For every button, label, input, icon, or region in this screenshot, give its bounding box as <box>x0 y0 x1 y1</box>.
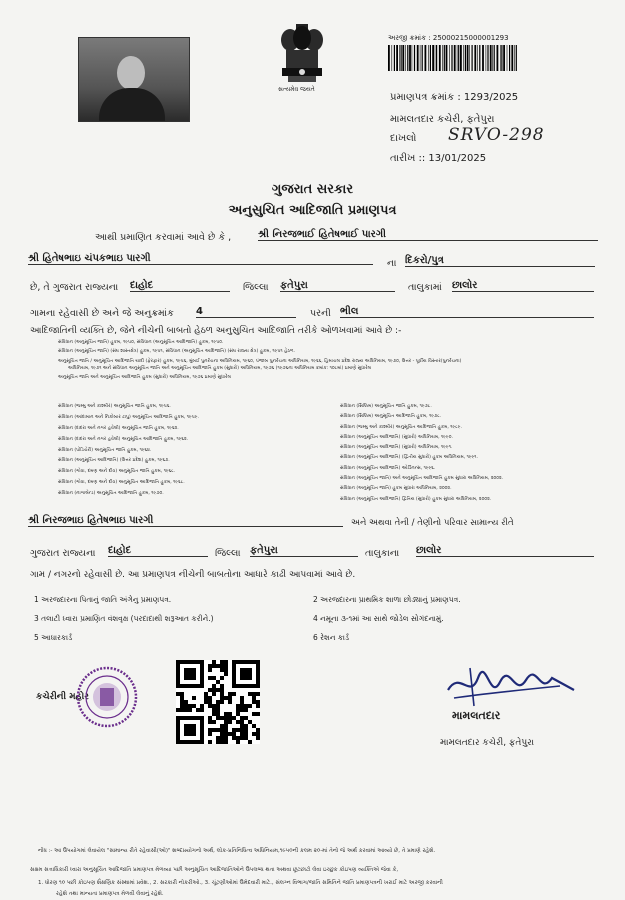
office-seal-stamp <box>76 666 138 728</box>
taluka-label: તાલુકામાં <box>408 282 442 293</box>
family-text: અને અથવા તેની / તેણીનો પરિવાર સામાન્ય રીતે <box>351 518 514 528</box>
document-item: 5 આધારકાર્ડ <box>34 633 73 642</box>
district-dahod-2: દાહોદ <box>108 545 208 557</box>
upon-label: પરની <box>310 308 331 319</box>
barcode <box>388 45 518 71</box>
order-item: અનુસૂચિત જાતિ / અનુસૂચિત આદિજાતિ યાદી (ફેરફાર) હુકમ, ૧૯૫૬, મુંબઈ પુનર્રચના અધિનિયમ, ૧૯૬૦, પંજાબ પુનર્રચના અધિનિયમ, ૧૯૬૬, હિમાચલ પ્રદેશ રાજ્ય અધિનિયમ, ૧૯૭૦, ઉત્તર - પૂર્વીય વિસ્તાર(પુનર્રચના) <box>58 358 462 364</box>
certificate-number: પ્રમાણપત્ર ક્રમાંક : 1293/2025 <box>390 92 519 103</box>
government-title: ગુજરાત સરકાર <box>271 182 354 197</box>
application-number: અરજી ક્રમાંક : 25000215000001293 <box>388 34 509 42</box>
order-item: સંવિધાન (અનુસૂચિત આદિજાતિ) (ઉત્તર પ્રદેશ) હુકમ, ૧૯૬૭. <box>58 458 170 464</box>
taluka-name-2: છાલોર <box>416 545 594 557</box>
parent-name: શ્રી હિતેષભાઇ ચંપકભાઇ પારગી <box>28 253 373 265</box>
issue-date: તારીખ :: 13/01/2025 <box>390 153 487 164</box>
order-item: સંવિધાન (અનુસૂચિત જાતિ) હુકમ, ૧૯૫૦, સંવિધાન (અનુસૂચિત આદિજાતિ) હુકમ, ૧૯૫૦. <box>58 340 224 345</box>
applicant-photo <box>78 37 190 122</box>
order-item: સંવિધાન (ગોવા, દમણ અને દીવ) અનુસૂચિત આદિજાતિ હુકમ, ૧૯૬૮. <box>58 480 185 486</box>
order-item: સંવિધાન (અનુસૂચિત આદિજાતિ) (સુધારો) અધિનિયમ, ૧૯૯૧. <box>340 445 453 451</box>
order-item: સંવિધાન (આંદામાન અને નિકોબાર ટાપુ) અનુસૂચિત આદિજાતિ હુકમ, ૧૯૫૯. <box>58 414 199 420</box>
tribe-name: ભીલ <box>340 306 594 318</box>
order-item: અધિનિયમ, ૧૯૭૧ અને સંવિધાન અનુસૂચિત જાતિ અને અનુસૂચિત આદિજાતિ હુકમ (સુધારો) અધિનિયમ, ૧૯૭૬ (૧૯૭૬ના અધિનિયમ ક્રમાંક: ૧૦૮માં) પ્રમાણે સુધારેલ <box>68 365 372 371</box>
document-item: 4 નમૂના ૩-૧માં આ સાથે જોડેલ સોગંદનામું. <box>313 614 444 623</box>
order-item: સંવિધાન (જમ્મુ અને કાશ્મીર) અનુસૂચિત જાતિ હુકમ, ૧૯૫૬. <box>58 404 171 409</box>
document-item: 3 તલાટી ધ્વારા પ્રમાણિત વંશવૃક્ષ (પરદાદાથી શરૂઆત કરીને.) <box>34 614 214 623</box>
intro-text: આથી પ્રમાણિત કરવામાં આવે છે કે , <box>95 232 232 243</box>
order-item: સંવિધાન (નાગાલેન્ડ) અનુસૂચિત આદિજાતિ હુકમ, ૧૯૭૦. <box>58 491 164 496</box>
orders-right-list <box>340 404 600 502</box>
taluka-name: છાલોર <box>452 280 594 292</box>
district-label: જિલ્લા <box>243 282 269 293</box>
relation: દિકરો/પુત્ર <box>405 255 595 267</box>
order-item: સંવિધાન (પોંડિચેરી) અનુસૂચિત જાતિ હુકમ, ૧૯૬૪. <box>58 447 152 453</box>
footnote-2: સક્ષમ સત્તાધિકારી ધ્વારા અનુસૂચિત આદિજાતિ પ્રમાણપત્ર મેળવ્યા પછી અનુસૂચિત આદિજાતિઓને ઉપલબ્ધ થતા અથવા છૂટછાટો લેવા ઇચ્છુક કોઇપણ વ્યક્તિએ જેવા કે, <box>30 867 399 873</box>
order-item: સંવિધાન (અનુસૂચિત જાતિ) અને અનુસૂચિત આદિજાતિ હુકમ સુધારા અધિનિયમ, ૨૦૦૨. <box>340 475 504 481</box>
district-name: ફતેપુરા <box>280 280 395 292</box>
taluka-label-2: તાલુકાના <box>365 548 400 559</box>
recognized-text: આદિજાતિની વ્યક્તિ છે, જેને નીચેની બાબતો હેઠળ અનુસુચિત આદિજાતિ તરીકે ઓળખવામાં આવે છે :- <box>30 326 402 336</box>
village-prefix: ગામના રહેવાસી છે અને જે અનુક્રમાંક <box>30 308 174 319</box>
order-item: સંવિધાન (અનુસૂચિત આદિજાતિ) ઓર્ડિનન્સ, ૧૯૯૬. <box>340 465 436 471</box>
applicant-name-2: શ્રી નિરજભાઇ હિતેષભાઇ પારગી <box>28 515 343 527</box>
order-item: સંવિધાન (અનુસૂચિત આદિજાતિ) દ્વિતિય (સુધારો) હુકમ સુધારા અધિનિયમ, ૨૦૦૨. <box>340 496 492 502</box>
order-item: સંવિધાન (અનુસૂચિત જાતિ) (સંઘ શાસ્તક્ષેત્ર) હુકમ, ૧૯૫૧, સંવિધાન (અનુસૂચિત આદિજાતિ) (સંઘ રાજ્ય ક્ષેત્ર) હુકમ, ૧૯૫૧ હેઠળ. <box>58 349 296 355</box>
order-item: સંવિધાન (અનુસૂચિત જાતિ) હુકમ સુધારા અધિનિયમ, ૨૦૦૨. <box>340 486 452 492</box>
footnote-3: 1. ધોરણ ૧૦ પછી કોઇપણ શૈક્ષણિક સંસ્થામાં પ્રવેશ., 2. સરકારી નોકરીઓ., 3. ચૂંટણીઓમાં ઉમેદવારી માટે., સંલગ્ન વિભાગ/જાતિ સમિતિને જાતિ પ્રમાણપત્રની ખરાઈ માટે અરજી કરવાની <box>38 880 443 886</box>
verification-qr-code <box>176 660 260 744</box>
footnote-1: નોંધ :- આ ઉપયોગમાં લેવાયેલ "સામાન્ય રીતે રહેવાસી(ઓ)" શબ્દપ્રયોગનો અર્થ, લોક-પ્રતિનિધિત્વ અધિનિયમ,૧૯૫૦ની કલમ ૨૦-માં તેનો જે અર્થ કરવામાં આવ્યો છે, તે પ્રમાણે રહેશે. <box>38 848 436 854</box>
emblem-caption: સત્યમેવ જયતે <box>278 86 315 93</box>
order-item: સંવિધાન (જમ્મુ અને કાશ્મીર) અનુસૂચિત આદિજાતિ હુકમ, ૧૯૮૯. <box>340 424 462 430</box>
order-item: સંવિધાન (અનુસૂચિત આદિજાતિ) (દ્વિતીય સુધારો) હુકમ અધિનિયમ, ૧૯૯૧. <box>340 455 479 461</box>
document-item: 1 અરજદારના પિતાનું જાતિ અંગેનુ પ્રમાણપત્ર. <box>34 595 172 604</box>
applicant-name: શ્રી નિરજભાઈ હિતેષભાઈ પારગી <box>258 229 598 241</box>
document-item: 6 રેશન કાર્ડ <box>313 633 350 642</box>
signer-title: મામલતદાર <box>452 709 501 722</box>
national-emblem-icon <box>272 20 332 95</box>
signer-office: મામલતદાર કચેરી, ફતેપુરા <box>440 738 535 748</box>
order-item: સંવિધાન (દાદરા અને નગર હવેલી) અનુસૂચિત જાતિ હુકમ, ૧૯૬૨. <box>58 425 179 431</box>
order-item: સંવિધાન (સિક્કિમ) અનુસૂચિત જાતિ હુકમ, ૧૯૭૮. <box>340 404 432 409</box>
order-item: સંવિધાન (સિક્કિમ) અનુસૂચિત આદિજાતિ હુકમ, ૧૯૭૮. <box>340 414 442 420</box>
mamlatdar-signature <box>440 660 580 712</box>
serial-number: 4 <box>196 306 296 318</box>
issuing-office: મામલતદાર કચેરી, ફતેપુરા <box>390 114 495 125</box>
district-dahod: દાહોદ <box>130 280 230 292</box>
order-item: સંવિધાન (ગોવા, દમણ અને દીવ) અનુસૂચિત જાતિ હુકમ, ૧૯૬૮. <box>58 469 176 475</box>
village-text: ગામ / નગરનો રહેવાસી છે. આ પ્રમાણપત્ર નીચેની બાબતોના આધારે કાઢી આપવામાં આવે છે. <box>30 570 356 580</box>
dakhlo-label: દાખલો <box>390 133 417 144</box>
dakhlo-number-handwritten: SRVO-298 <box>448 125 545 145</box>
certificate-title: અનુસુચિત આદિજાતિ પ્રમાણપત્ર <box>228 203 397 218</box>
order-item: સંવિધાન (અનુસૂચિત આદિજાતિ) (સુધારો) અધિનિયમ, ૧૯૯૦. <box>340 434 453 440</box>
orders-full-list <box>58 340 598 380</box>
state-prefix-2: ગુજરાત રાજ્યના <box>30 548 96 559</box>
district-label-2: જિલ્લા <box>215 548 241 559</box>
office-seal-label: કચેરીની મહોર <box>36 692 89 702</box>
order-item: સંવિધાન (દાદરા અને નગર હવેલી) અનુસૂચિત આદિજાતિ હુકમ, ૧૯૬૨. <box>58 436 189 442</box>
order-item: અનુસૂચિત જાતિ અને અનુસૂચિત આદિજાતિ હુકમ (સુધારો) અધિનિયમ, ૧૯૭૬ પ્રમાણે સુધારેલ <box>58 375 231 381</box>
orders-left-list <box>58 404 318 496</box>
footnote-4: રહેશે તથા માન્યતા પ્રમાણપત્ર મેળવી લેવાનું રહેશે. <box>56 891 164 897</box>
district-name-2: ફતેપુરા <box>250 545 358 557</box>
state-prefix: છે, તે ગુજરાત રાજ્યના <box>30 282 119 293</box>
document-item: 2 અરજદારના પ્રાથમિક શાળા છોડ્યાનું પ્રમાણપત્ર. <box>313 595 461 604</box>
na-label: ના <box>387 258 397 269</box>
